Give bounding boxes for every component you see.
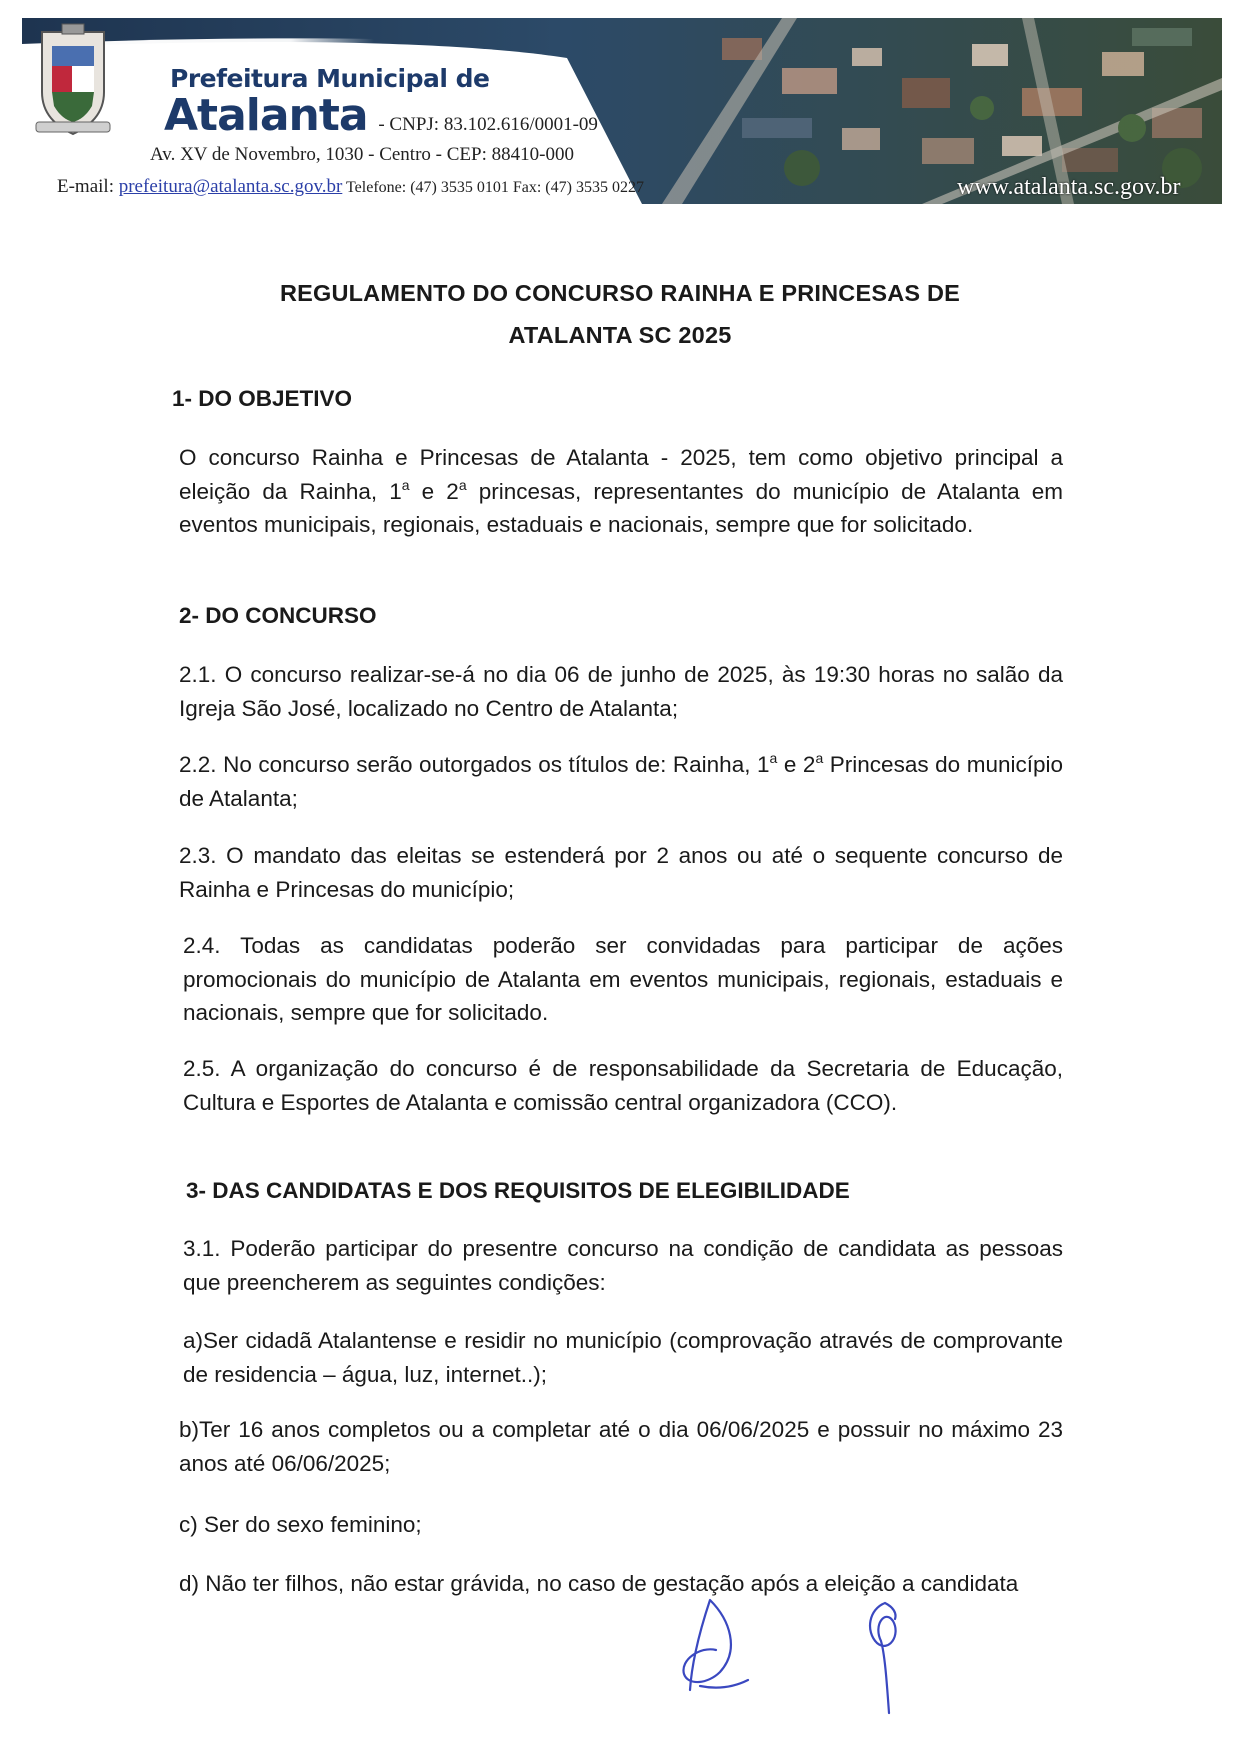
clause-2-5: 2.5. A organização do concurso é de responsabilidade da Secretaria de Educação, Cultura e Esportes de Atalanta e comissão central organizadora (CCO). [183, 1056, 1063, 1115]
section-1-heading: 1- DO OBJETIVO [172, 386, 353, 411]
section-2-heading: 2- DO CONCURSO [179, 603, 377, 628]
requirement-a: a)Ser cidadã Atalantense e residir no município (comprovação através de comprovante de residencia – água, luz, internet..); [183, 1328, 1063, 1387]
title-line-2: ATALANTA SC 2025 [508, 322, 732, 348]
email-link[interactable]: prefeitura@atalanta.sc.gov.br [118, 176, 343, 197]
requirement-c: c) Ser do sexo feminino; [179, 1512, 422, 1537]
title-line-1: REGULAMENTO DO CONCURSO RAINHA E PRINCESAS DE [279, 280, 961, 306]
letterhead-city-line [164, 90, 598, 141]
letterhead-org-name: Prefeitura Municipal de [170, 64, 490, 93]
document-title [180, 272, 1060, 356]
letterhead-cnpj: - CNPJ: 83.102.616/0001-09 [373, 114, 598, 135]
signature-initials-1 [670, 1590, 760, 1700]
section-1-paragraph: O concurso Rainha e Princesas de Atalanta - 2025, tem como objetivo principal a eleição da Rainha, 1$^a$ e 2$^a$ princesas, representantes do município de Atalanta em eventos municipais, regionais, estaduais e nacionais, sempre que for solicitado. [179, 445, 1063, 537]
requirement-b: b)Ter 16 anos completos ou a completar até o dia 06/06/2025 e possuir no máximo 23 anos até 06/06/2025; [179, 1417, 1063, 1476]
letterhead-address: Av. XV de Novembro, 1030 - Centro - CEP: 88410-000 [150, 144, 574, 165]
signature-initials-2 [855, 1595, 915, 1715]
letterhead-contact [57, 176, 644, 198]
letterhead-city: Atalanta [164, 90, 368, 141]
municipal-crest-icon [34, 22, 112, 142]
clause-2-3: 2.3. O mandato das eleitas se estenderá por 2 anos ou até o sequente concurso de Rainha e Princesas do município; [179, 843, 1063, 902]
clause-2-2: 2.2. No concurso serão outorgados os títulos de: Rainha, 1$^a$ e 2$^a$ Princesas do município de Atalanta; [179, 750, 1064, 811]
phone-fax: Telefone: (47) 3535 0101 Fax: (47) 3535 0227 [342, 179, 644, 196]
requirement-d: d) Não ter filhos, não estar grávida, no caso de gestação após a eleição a candidata [179, 1571, 1019, 1596]
clause-2-1: 2.1. O concurso realizar-se-á no dia 06 de junho de 2025, às 19:30 horas no salão da Igreja São José, localizado no Centro de Atalanta; [179, 662, 1063, 721]
clause-3-1: 3.1. Poderão participar do presentre concurso na condição de candidata as pessoas que preencherem as seguintes condições: [183, 1236, 1063, 1295]
section-3-heading: 3- DAS CANDIDATAS E DOS REQUISITOS DE ELEGIBILIDADE [186, 1178, 850, 1203]
website-link[interactable]: www.atalanta.sc.gov.br [957, 174, 1181, 200]
email-label: E-mail: [57, 176, 119, 197]
letterhead-banner [22, 18, 1222, 204]
clause-2-4: 2.4. Todas as candidatas poderão ser convidadas para participar de ações promocionais do município de Atalanta em eventos municipais, regionais, estaduais e nacionais, sempre que for solicitado. [183, 933, 1063, 1025]
